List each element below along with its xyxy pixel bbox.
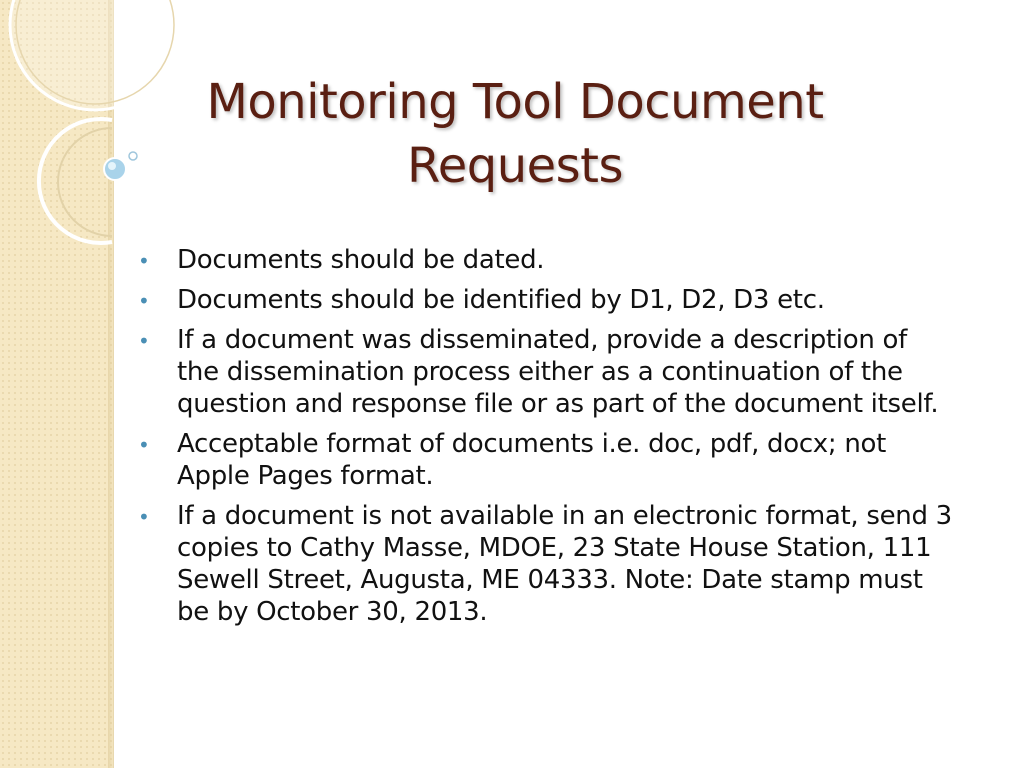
bullet-text: Acceptable format of documents i.e. doc, pdf, docx; not Apple Pages format. (177, 429, 886, 491)
bullet-item (135, 428, 955, 492)
bullet-marker: • (138, 505, 150, 529)
bullet-text: If a document is not available in an electronic format, send 3 copies to Cathy Masse, MDOE, 23 State House Station, 111 Sewell Street, Augusta, ME 04333. Note: Date stamp must be by October 30, 2013. (177, 501, 952, 627)
slide-title-line-2: Requests (407, 138, 623, 194)
bullet-item (135, 244, 955, 276)
bullet-text: Documents should be dated. (177, 245, 545, 275)
bullet-marker: • (138, 249, 150, 273)
bullet-marker: • (138, 329, 150, 353)
bullet-marker: • (138, 289, 150, 313)
bullet-text: If a document was disseminated, provide a description of the dissemination process either as a continuation of the question and response file or as part of the document itself. (177, 325, 939, 419)
bullet-text: Documents should be identified by D1, D2, D3 etc. (177, 285, 825, 315)
bullet-marker: • (138, 433, 150, 457)
slide-title-line-1: Monitoring Tool Document (206, 74, 824, 130)
slide-title (120, 70, 910, 198)
bullet-item (135, 324, 955, 420)
bullet-list (135, 244, 955, 636)
bullet-item (135, 500, 955, 628)
bullet-item (135, 284, 955, 316)
